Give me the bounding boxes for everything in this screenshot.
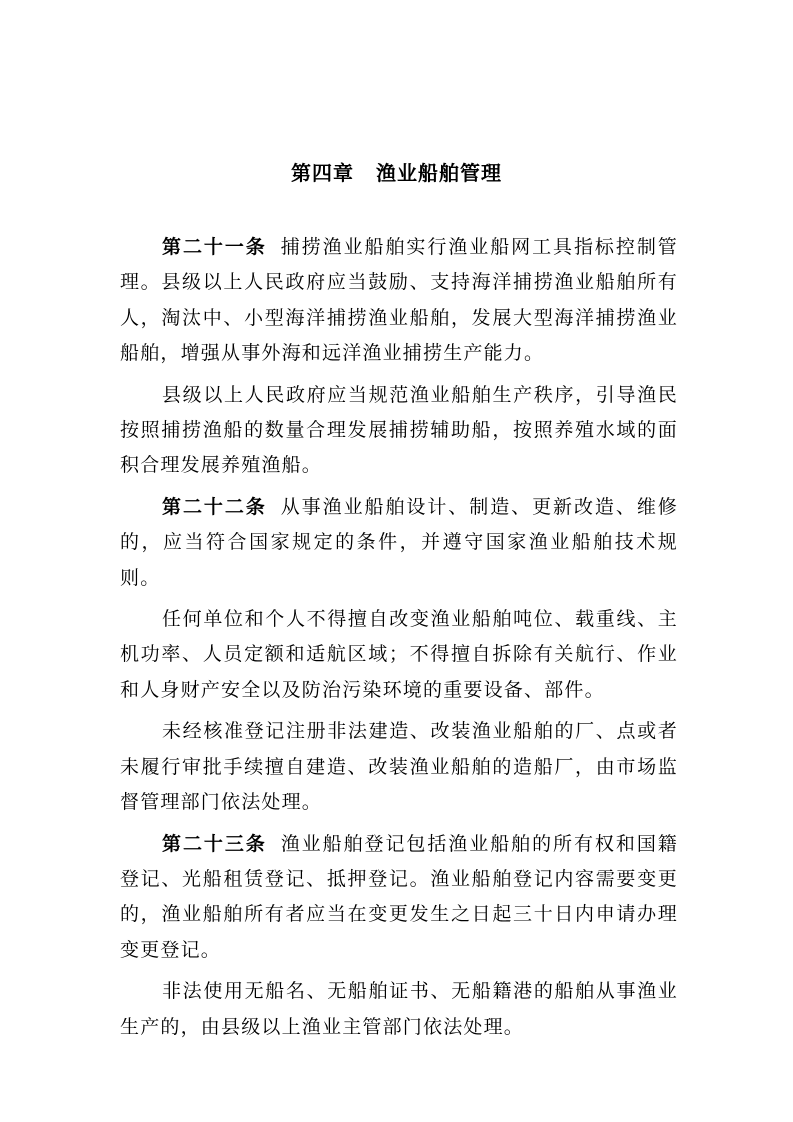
paragraph-text: 从事渔业船舶设计、制造、更新改造、维修的，应当符合国家规定的条件，并遵守国家渔业船舶技术规则。 (120, 495, 678, 589)
chapter-title (0, 157, 793, 189)
paragraph-article-22-clause-3 (120, 714, 678, 820)
paragraph-text: 县级以上人民政府应当规范渔业船舶生产秩序，引导渔民按照捕捞渔船的数量合理发展捕捞辅助船，按照养殖水域的面积合理发展养殖渔船。 (120, 383, 678, 477)
paragraph-text: 未经核准登记注册非法建造、改装渔业船舶的厂、点或者未履行审批手续擅自建造、改装渔业船舶的造船厂，由市场监督管理部门依法处理。 (120, 720, 678, 814)
paragraph-text: 非法使用无船名、无船舶证书、无船籍港的船舶从事渔业生产的，由县级以上渔业主管部门依法处理。 (120, 980, 678, 1038)
paragraph-article-23-clause-2 (120, 974, 678, 1045)
paragraph-text: 渔业船舶登记包括渔业船舶的所有权和国籍登记、光船租赁登记、抵押登记。渔业船舶登记内容需要变更的，渔业船舶所有者应当在变更发生之日起三十日内申请办理变更登记。 (120, 832, 678, 961)
paragraph-article-22 (120, 490, 678, 596)
paragraph-article-23 (120, 827, 678, 969)
paragraph-text: 捕捞渔业船舶实行渔业船网工具指标控制管理。县级以上人民政府应当鼓励、支持海洋捕捞渔业船舶所有人，淘汰中、小型海洋捕捞渔业船舶，发展大型海洋捕捞渔业船舶，增强从事外海和远洋渔业捕捞生产能力。 (120, 236, 678, 365)
body-text (120, 230, 678, 1045)
article-number: 第二十三条 (162, 832, 267, 855)
paragraph-article-21 (120, 230, 678, 372)
article-number: 第二十一条 (162, 236, 267, 258)
paragraph-article-21-clause-2 (120, 378, 678, 484)
paragraph-text: 任何单位和个人不得擅自改变渔业船舶吨位、载重线、主机功率、人员定额和适航区域；不得擅自拆除有关航行、作业和人身财产安全以及防治污染环境的重要设备、部件。 (120, 608, 678, 701)
article-number: 第二十二条 (162, 495, 267, 518)
chapter-number: 第四章 (291, 161, 354, 186)
paragraph-article-22-clause-2 (120, 602, 678, 708)
chapter-name: 渔业船舶管理 (376, 161, 502, 186)
